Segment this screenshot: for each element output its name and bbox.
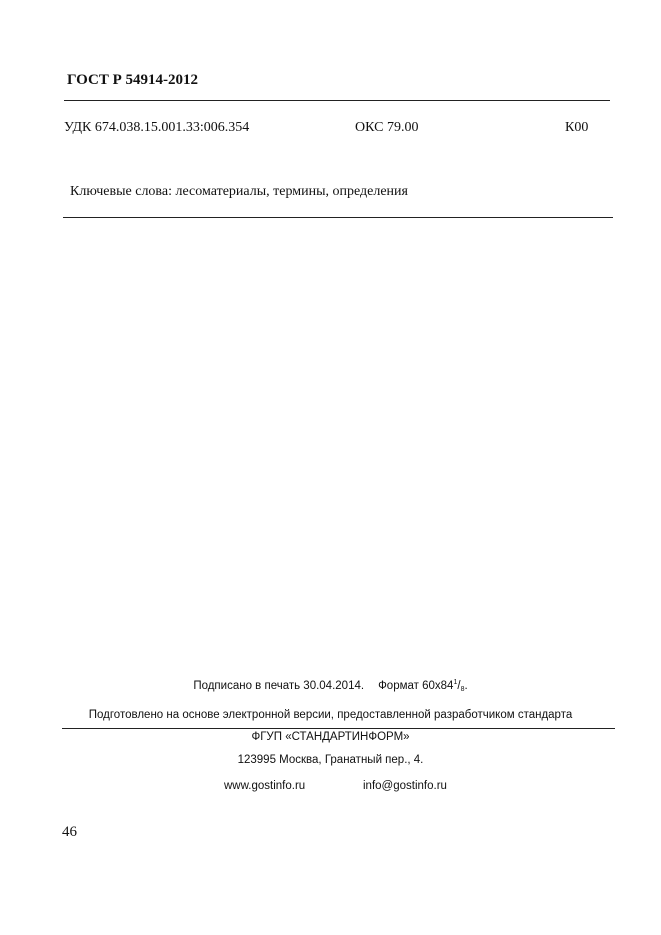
publisher-address: 123995 Москва, Гранатный пер., 4. <box>237 754 424 766</box>
prepared-note: Подготовлено на основе электронной версии, предоставленной разработчиком стандарта <box>88 709 573 721</box>
document-code: ГОСТ Р 54914-2012 <box>67 72 199 88</box>
page-number: 46 <box>62 824 77 840</box>
keywords-line: Ключевые слова: лесоматериалы, термины, определения <box>70 184 408 199</box>
publisher-divider <box>62 728 615 729</box>
udc-code: УДК 674.038.15.001.33:006.354 <box>64 120 250 135</box>
publisher-name: ФГУП «СТАНДАРТИНФОРМ» <box>251 731 410 743</box>
keywords-divider <box>63 217 613 218</box>
oks-code: ОКС 79.00 <box>355 120 419 135</box>
paper-format: Формат $60х84^1/_8$. <box>378 679 468 693</box>
email-link[interactable]: info@gostinfo.ru <box>363 780 447 792</box>
signed-date: Подписано в печать 30.04.2014. <box>193 680 365 692</box>
header-divider <box>64 100 610 101</box>
okstu-code: К00 <box>565 120 589 135</box>
print-signed-line <box>0 679 661 693</box>
website-link[interactable]: www.gostinfo.ru <box>224 780 306 792</box>
